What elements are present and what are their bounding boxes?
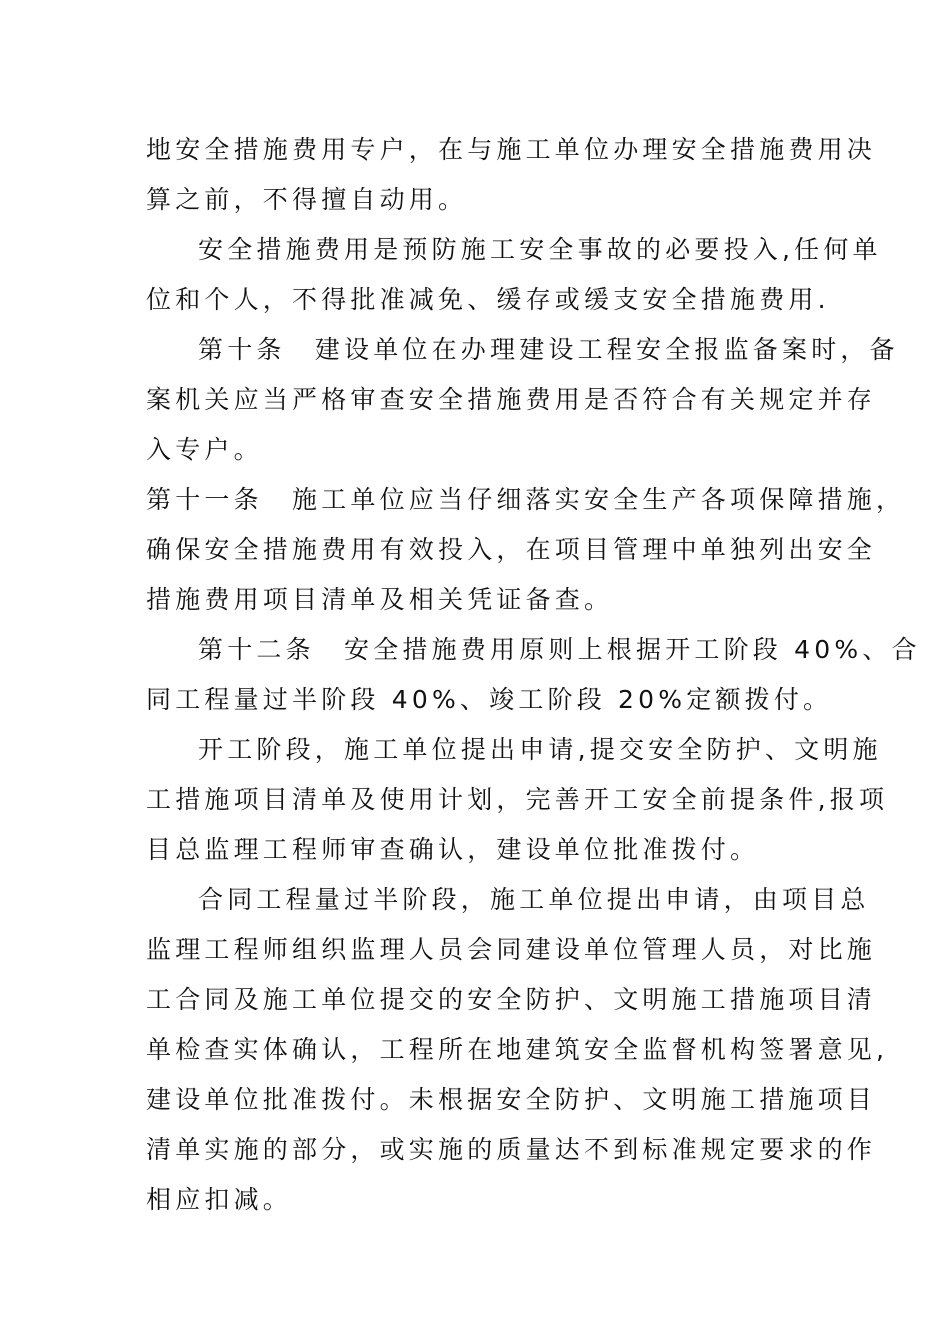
text-line: 算之前，不得擅自动用。 [146,185,468,214]
text-line: 相应扣减。 [146,1185,293,1214]
text-line: 单检查实体确认，工程所在地建筑安全监督机构签署意见, [146,1035,889,1064]
text-line: 合同工程量过半阶段，施工单位提出申请，由项目总 [198,885,870,914]
text-line: 入专户。 [146,435,263,464]
article-heading-line: 第十二条 安全措施费用原则上根据开工阶段 40%、合 [198,635,921,664]
text-line: 开工阶段，施工单位提出申请,提交安全防护、文明施 [198,735,882,764]
text-line: 确保安全措施费用有效投入，在项目管理中单独列出安全 [146,535,877,564]
article-heading-line: 第十一条 施工单位应当仔细落实安全生产各项保障措施， [146,485,906,514]
text-line: 位和个人，不得批准减免、缓存或缓支安全措施费用. [146,285,830,314]
text-line: 同工程量过半阶段 40%、竣工阶段 20%定额拨付。 [146,685,833,714]
text-line: 安全措施费用是预防施工安全事故的必要投入,任何单 [198,235,882,264]
text-line: 案机关应当严格审查安全措施费用是否符合有关规定并存 [146,385,877,414]
text-line: 地安全措施费用专户，在与施工单位办理安全措施费用决 [146,135,877,164]
text-line: 工措施项目清单及使用计划，完善开工安全前提条件,报项 [146,785,889,814]
text-line: 清单实施的部分，或实施的质量达不到标准规定要求的作 [146,1135,877,1164]
article-heading-line: 第十条 建设单位在办理建设工程安全报监备案时，备 [198,335,899,364]
text-line: 工合同及施工单位提交的安全防护、文明施工措施项目清 [146,985,877,1014]
text-line: 建设单位批准拨付。未根据安全防护、文明施工措施项目 [146,1085,877,1114]
text-line: 监理工程师组织监理人员会同建设单位管理人员，对比施 [146,935,877,964]
text-line: 措施费用项目清单及相关凭证备查。 [146,585,614,614]
text-line: 目总监理工程师审查确认，建设单位批准拨付。 [146,835,760,864]
